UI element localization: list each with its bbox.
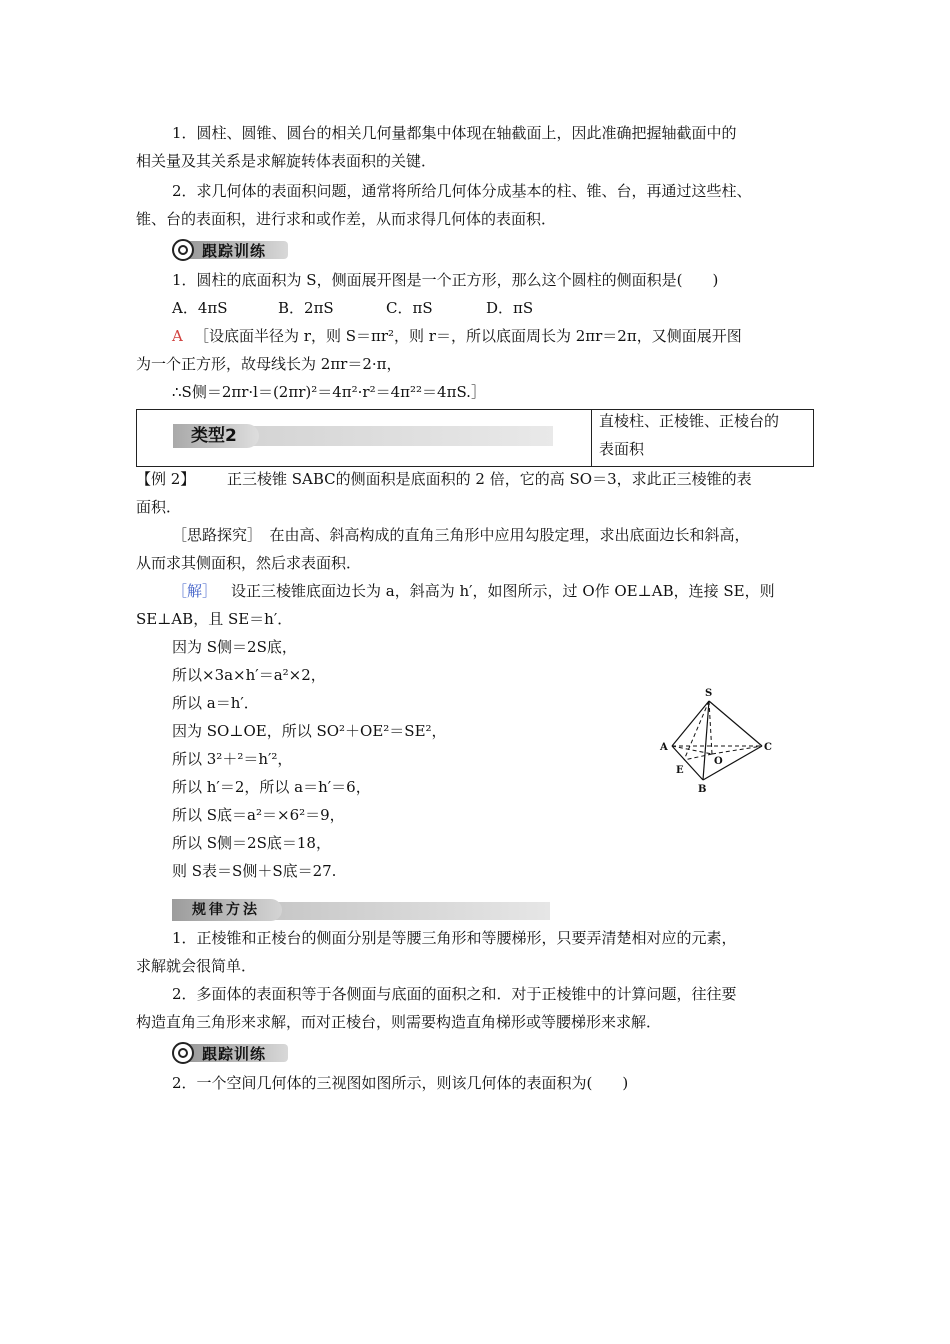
label-e: E (676, 765, 684, 776)
pyramid-figure (652, 684, 782, 796)
intro-p1-line2: 相关量及其关系是求解旋转体表面积的关键． (136, 152, 437, 170)
idea-line1: ［思路探究］ 在由高、斜高构成的直角三角形中应用勾股定理，求出底面边长和斜高， (172, 526, 750, 544)
label-a: A (660, 742, 668, 753)
training1-question: 1．圆柱的底面积为 S，侧面展开图是一个正方形，那么这个圆柱的侧面积是( ) (172, 271, 719, 289)
training-badge-1: 跟踪训练 (172, 239, 292, 261)
solution-line2: SE⊥AB，且 SE＝h′． (136, 610, 293, 628)
method-p2-line1: 2．多面体的表面积等于各侧面与底面的面积之和．对于正棱锥中的计算问题，往往要 (172, 985, 737, 1003)
training1-solution-line3: ∴S侧＝2πr·l＝(2πr)²＝4π²·r²＝4π²²＝4πS.］ (172, 383, 486, 401)
type2-label: 类型2 (173, 424, 259, 448)
intro-p2-line1: 2．求几何体的表面积问题，通常将所给几何体分成基本的柱、锥、台，再通过这些柱、 (172, 182, 752, 200)
step-7: 所以 S底＝a²＝×6²＝9， (172, 806, 345, 824)
training-badge-2: 跟踪训练 (172, 1042, 292, 1064)
training2-question: 2．一个空间几何体的三视图如图所示，则该几何体的表面积为( ) (172, 1074, 629, 1092)
label-c: C (764, 742, 772, 753)
type2-title-line2: 表面积 (599, 440, 645, 458)
label-o: O (714, 756, 723, 767)
step-9: 则 S表＝S侧＋S底＝27. (172, 862, 337, 880)
method-p1-line1: 1．正棱锥和正棱台的侧面分别是等腰三角形和等腰梯形，只要弄清楚相对应的元素， (172, 929, 737, 947)
label-s: S (705, 688, 713, 699)
solution-line1: 设正三棱锥底面边长为 a，斜高为 h′，如图所示，过 O作 OE⊥AB，连接 SE，则 (216, 582, 775, 600)
step-2: 所以×3a×h′＝a²×2， (172, 666, 326, 684)
type2-title-line1: 直棱柱、正棱锥、正棱台的 (599, 412, 780, 430)
step-8: 所以 S侧＝2S底＝18， (172, 834, 331, 852)
step-3: 所以 a＝h′． (172, 694, 259, 712)
option-b: B．2πS (278, 299, 334, 317)
type2-box (136, 409, 814, 467)
method-p2-line2: 构造直角三角形来求解，而对正棱台，则需要构造直角梯形或等腰梯形来求解． (136, 1013, 662, 1031)
target-icon (172, 239, 194, 261)
intro-p1-line1: 1．圆柱、圆锥、圆台的相关几何量都集中体现在轴截面上，因此准确把握轴截面中的 (172, 124, 737, 142)
option-c: C．πS (386, 299, 433, 317)
answer-letter: A (172, 327, 183, 345)
example2-line1: 正三棱锥 SABC的侧面积是底面积的 2 倍，它的高 SO＝3，求此正三棱锥的表 (212, 470, 752, 488)
step-1: 因为 S侧＝2S底， (172, 638, 297, 656)
method-banner (172, 902, 550, 920)
label-b: B (698, 784, 707, 795)
intro-p2-line2: 锥、台的表面积，进行求和或作差，从而求得几何体的表面积． (136, 210, 557, 228)
training1-solution-line2: 为一个正方形，故母线长为 2πr＝2·π， (136, 355, 402, 373)
option-d: D．πS (486, 299, 534, 317)
solution-tag: ［解］ (172, 582, 218, 600)
method-p1-line2: 求解就会很简单． (136, 957, 257, 975)
training1-solution-line1: ［设底面半径为 r，则 S＝πr²，则 r＝，所以底面周长为 2πr＝2π，又侧面展开图 (194, 327, 742, 345)
type2-tab (173, 426, 553, 446)
method-label: 规律方法 (172, 899, 282, 921)
target-icon (172, 1042, 194, 1064)
option-a: A．4πS (172, 299, 228, 317)
step-5: 所以 3²＋²＝h′²， (172, 750, 293, 768)
idea-line2: 从而求其侧面积，然后求表面积． (136, 554, 362, 572)
step-4: 因为 SO⊥OE，所以 SO²＋OE²＝SE²， (172, 722, 447, 740)
example2-line2: 面积． (136, 498, 182, 516)
step-6: 所以 h′＝2，所以 a＝h′＝6， (172, 778, 371, 796)
example2-tag: 【例 2】 (136, 470, 196, 488)
